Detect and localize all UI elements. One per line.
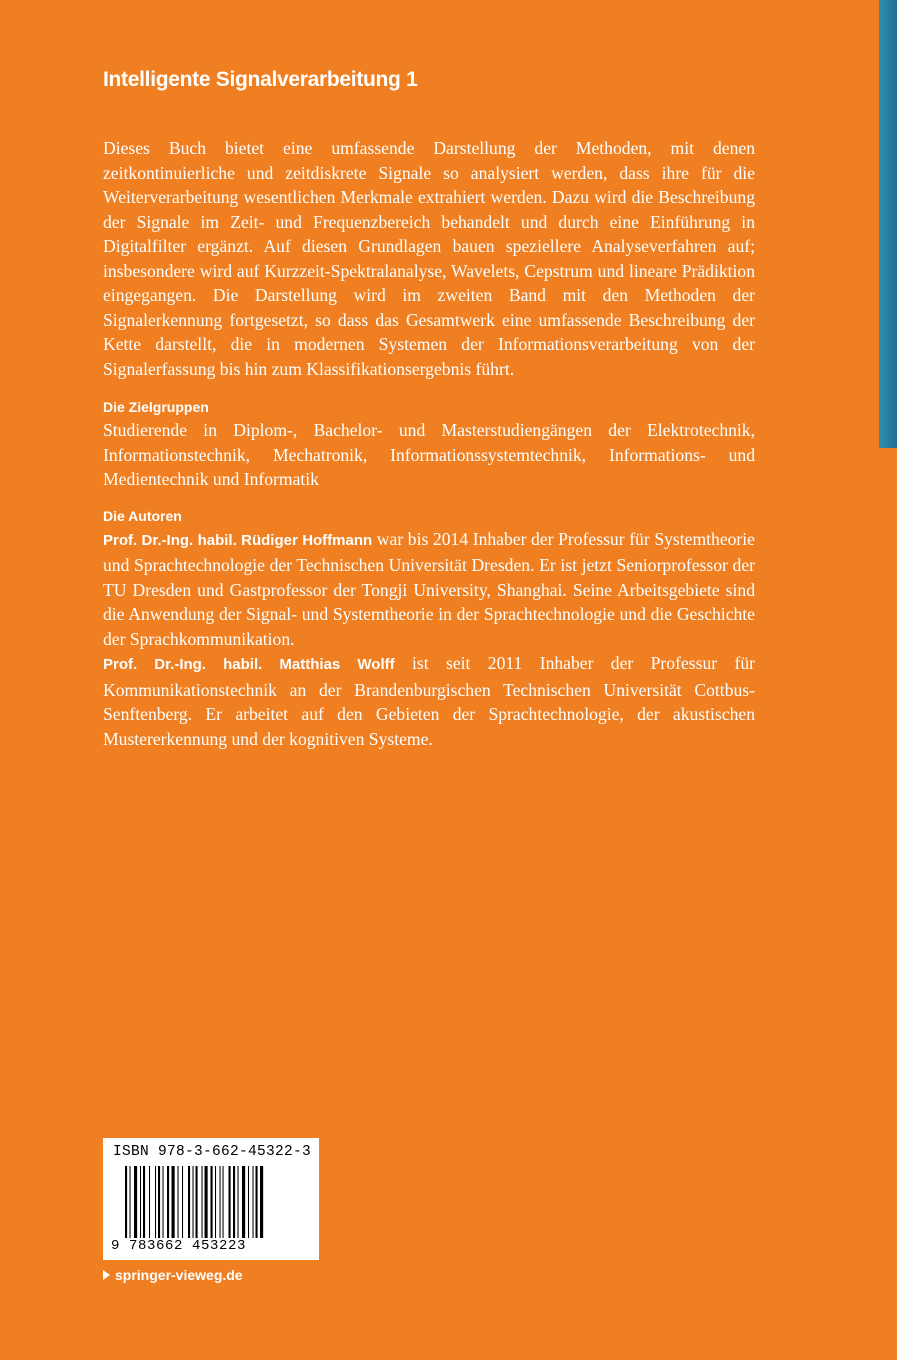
barcode-bar [172, 1166, 175, 1238]
barcode-bar [238, 1166, 239, 1238]
back-cover-content [103, 68, 755, 751]
barcode-bar [182, 1166, 183, 1238]
target-groups-heading: Die Zielgruppen [103, 399, 209, 415]
barcode-bar [125, 1166, 127, 1238]
barcode-bar [188, 1166, 190, 1238]
author-name: Prof. Dr.-Ing. habil. Matthias Wolff [103, 656, 395, 673]
spine-accent-bar [879, 0, 897, 448]
barcode-bar [158, 1166, 160, 1238]
author-bio: ist seit 2011 Inhaber der Professur für Kommunikationstechnik an der Brandenburgischen Technischen Universität Cottbus-Senftenberg. Er arbeitet auf den Gebieten der Sprachtechnologie, der akustischen Mustererkennung und der kognitiven Systeme. [103, 653, 755, 749]
author-hoffmann [103, 527, 755, 652]
book-title: Intelligente Signalverarbeitung 1 [103, 68, 418, 91]
authors-heading: Die Autoren [103, 507, 182, 524]
barcode-bar [253, 1166, 254, 1238]
barcode-bar [260, 1166, 263, 1238]
barcode-bar [178, 1166, 179, 1238]
target-groups-text: Studierende in Diplom-, Bachelor- und Masterstudiengängen der Elektrotechnik, Informationstechnik, Mechatronik, Informationssystemtechnik, Informations- und Medientechnik und Informatik [103, 420, 755, 489]
arrow-right-icon [103, 1270, 110, 1280]
barcode-bar [242, 1166, 245, 1238]
book-description: Dieses Buch bietet eine umfassende Darstellung der Methoden, mit denen zeitkontinuierliche und zeitdiskrete Signale so analysiert werden, dass ihre für die Weiterverarbeitung wesentlichen Merkmale extrahiert werden. Dazu wird die Beschreibung der Signale im Zeit- und Frequenzbereich behandelt und durch eine Einführung in Digitalfilter ergänzt. Auf diesen Grundlagen bauen speziellere Analyseverfahren auf; insbesondere wird auf Kurzzeit-Spektralanalyse, Wavelets, Cepstrum und lineare Prädiktion eingegangen. Die Darstellung wird im zweiten Band mit den Methoden der Signalerkennung fortgesetzt, so dass das Gesamtwerk eine umfassende Beschreibung der Kette darstellt, die in modernen Systemen der Informationsverarbeitung von der Signalerfassung bis hin zum Klassifikationsergebnis führt. [103, 138, 755, 379]
author-wolff [103, 651, 755, 751]
barcode-bar [215, 1166, 216, 1238]
barcode-bar [155, 1166, 156, 1238]
barcode-bar [233, 1166, 235, 1238]
barcode-bar [229, 1166, 231, 1238]
barcode-bar [196, 1166, 198, 1238]
barcode-bar [220, 1166, 221, 1238]
barcode-bar [130, 1166, 131, 1238]
barcode-bar [211, 1166, 213, 1238]
barcode-bar [193, 1166, 194, 1238]
barcode [125, 1166, 305, 1238]
barcode-bar [205, 1166, 208, 1238]
barcode-bar [167, 1166, 169, 1238]
barcode-bar [140, 1166, 141, 1238]
barcode-bar [223, 1166, 224, 1238]
barcode-bar [163, 1166, 164, 1238]
isbn-barcode-box [103, 1138, 319, 1260]
barcode-bar [149, 1166, 150, 1238]
barcode-bar [202, 1166, 203, 1238]
barcode-bar [134, 1166, 137, 1238]
author-name: Prof. Dr.-Ing. habil. Rüdiger Hoffmann [103, 531, 373, 549]
barcode-digits: 9 783662 453223 [111, 1238, 247, 1254]
author-bio: war bis 2014 Inhaber der Professur für Systemtheorie und Sprachtechnologie der Technischen Universität Dresden. Er ist jetzt Seniorprofessor der TU Dresden und Gastprofessor der Tongji University, Shanghai. Seine Arbeitsgebiete sind die Anwendung der Signal- und Systemtheorie in der Sprachtechnologie und die Geschichte der Sprachkommunikation. [103, 528, 755, 649]
isbn-label: ISBN 978-3-662-45322-3 [113, 1144, 312, 1160]
barcode-bar [143, 1166, 145, 1238]
publisher-url: springer-vieweg.de [115, 1267, 243, 1283]
barcode-bar [256, 1166, 258, 1238]
barcode-bar [248, 1166, 249, 1238]
publisher-link[interactable] [103, 1267, 243, 1283]
